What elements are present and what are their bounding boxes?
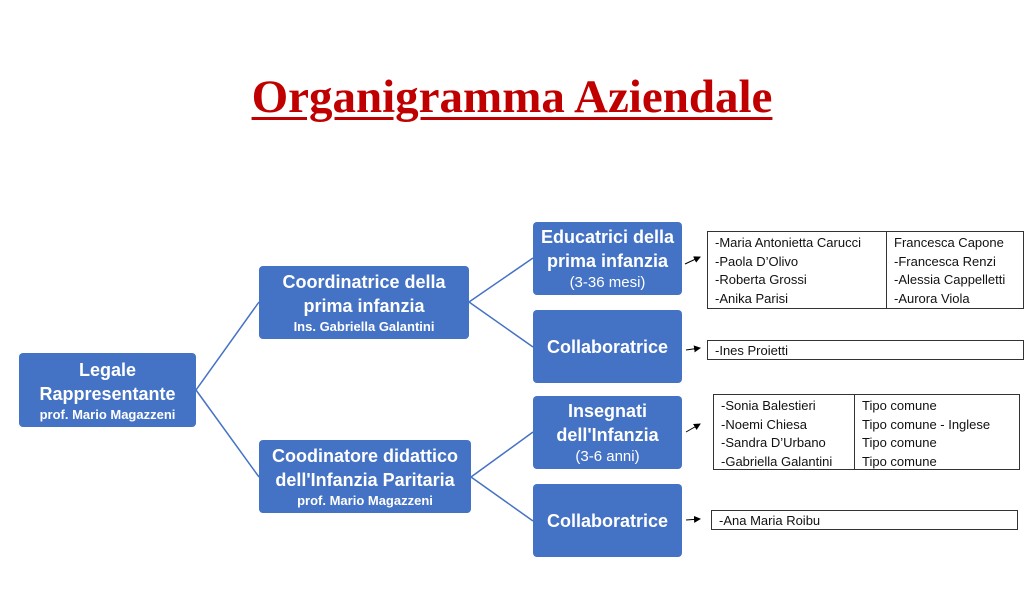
list-item: -Ines Proietti <box>715 343 788 358</box>
list-item: -Alessia Cappelletti <box>894 272 1006 287</box>
educatrici-list-col-1 <box>708 232 886 308</box>
legale-rappresentante-name: prof. Mario Magazzeni <box>39 406 176 422</box>
insegnati-title: Insegnati dell'Infanzia <box>556 400 659 445</box>
coordinatore-didattico-title: Coodinatore didattico dell'Infanzia Paritaria <box>272 446 458 490</box>
list-item: -Anika Parisi <box>715 290 788 306</box>
list-item: -Maria Antonietta Carucci <box>715 235 861 250</box>
educatrici-box <box>533 222 682 295</box>
insegnati-range: (3-6 anni) <box>575 447 640 465</box>
educatrici-list-col-2 <box>886 232 1023 308</box>
educatrici-list <box>707 231 1024 309</box>
list-item: Francesca Capone <box>894 235 1004 250</box>
connector-coord-didattico-collab2 <box>471 477 533 521</box>
collaboratrice-1-title: Collaboratrice <box>546 336 669 357</box>
coordinatrice-prima-infanzia-name: Ins. Gabriella Galantini <box>293 319 435 334</box>
arrow-collab2 <box>686 519 700 520</box>
insegnati-list-col-2 <box>854 395 1019 469</box>
connector-legale-coord-didattico <box>196 390 259 477</box>
connector-coord-prima-educatrici <box>469 258 533 302</box>
coordinatore-didattico-name: prof. Mario Magazzeni <box>297 493 433 508</box>
coordinatrice-prima-infanzia-title: Coordinatrice della prima infanzia <box>282 272 446 316</box>
list-item: -Sandra D’Urbano <box>721 435 826 450</box>
list-item: -Aurora Viola <box>894 290 970 306</box>
insegnati-list <box>713 394 1020 470</box>
list-item: -Roberta Grossi <box>715 272 807 287</box>
arrow-educatrici <box>685 257 700 264</box>
coordinatore-didattico-box <box>259 440 471 513</box>
arrow-insegnati <box>686 424 700 432</box>
collaboratrice-2-title: Collaboratrice <box>546 510 669 531</box>
legale-rappresentante-box <box>19 353 196 427</box>
connector-legale-coord-prima <box>196 302 259 390</box>
legale-rappresentante-title: Legale Rappresentante <box>39 359 176 404</box>
connector-coord-prima-collab1 <box>469 302 533 347</box>
collaboratrice-2-box <box>533 484 682 557</box>
insegnati-box <box>533 396 682 469</box>
connector-coord-didattico-insegnati <box>471 432 533 477</box>
list-item: Tipo comune - Inglese <box>862 416 991 432</box>
insegnati-list-col-1 <box>714 395 854 469</box>
collaboratrice-1-box <box>533 310 682 383</box>
list-item: -Francesca Renzi <box>894 253 996 269</box>
coordinatrice-prima-infanzia-box <box>259 266 469 339</box>
list-item: -Sonia Balestieri <box>721 398 816 413</box>
list-item: Tipo comune <box>862 435 937 450</box>
list-item: -Noemi Chiesa <box>721 416 807 432</box>
list-item: -Gabriella Galantini <box>721 453 833 469</box>
list-item: -Ana Maria Roibu <box>719 513 821 528</box>
page-title: Organigramma Aziendale <box>251 71 773 123</box>
educatrici-range: (3-36 mesi) <box>569 273 646 291</box>
list-item: -Paola D’Olivo <box>715 253 799 269</box>
educatrici-title: Educatrici della prima infanzia <box>540 226 675 271</box>
list-item: Tipo comune <box>862 453 937 469</box>
collaboratrice-2-list <box>711 510 1018 530</box>
arrow-collab1 <box>686 348 700 350</box>
list-item: Tipo comune <box>862 398 937 413</box>
collaboratrice-1-list <box>707 340 1024 360</box>
